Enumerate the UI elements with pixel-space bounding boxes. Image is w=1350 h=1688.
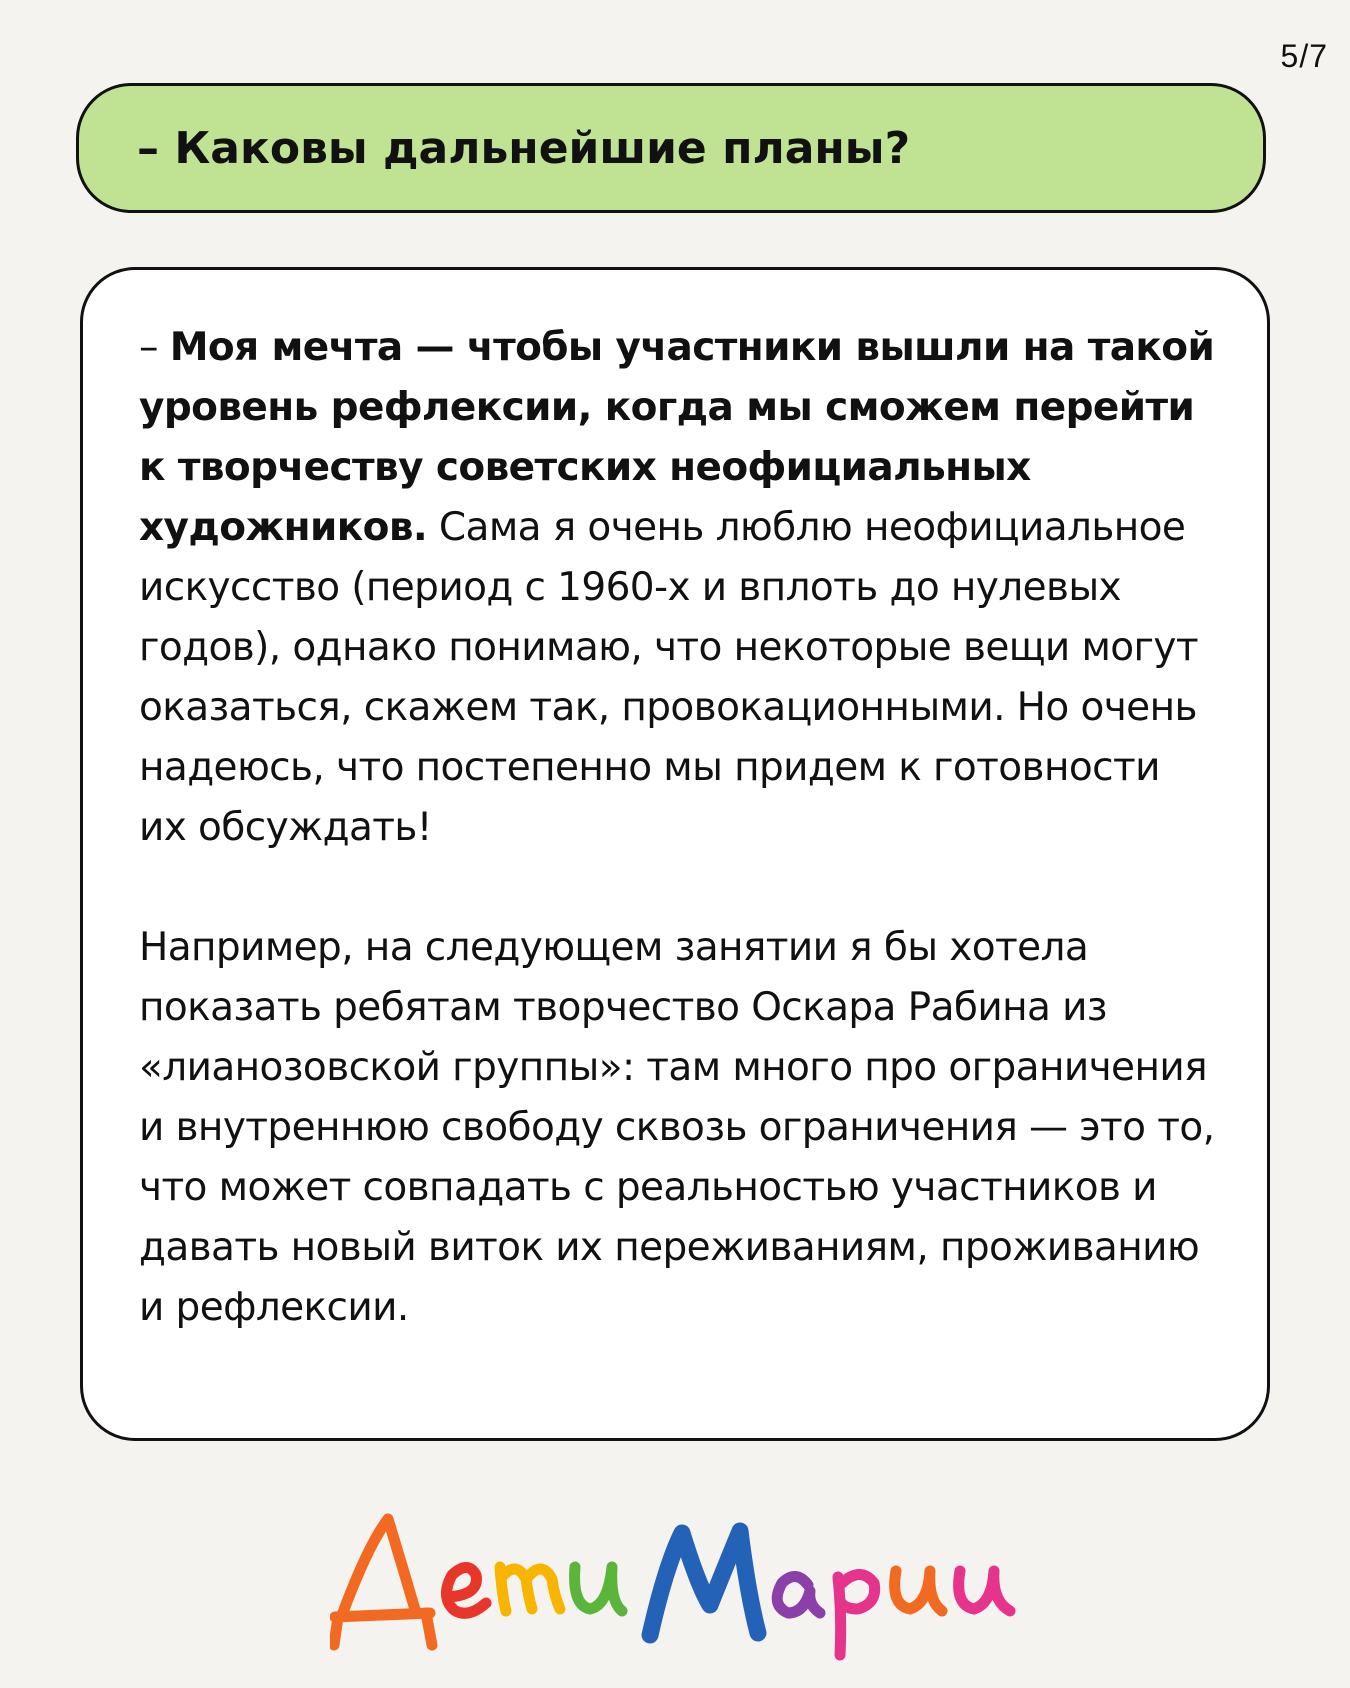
answer-bold-lead: Моя мечта — чтобы участники вышли на такой уровень рефлексии, когда мы сможем перейти к творчеству советских неофициальных художников.	[139, 325, 1215, 550]
question-text: – Каковы дальнейшие планы?	[137, 122, 911, 174]
answer-box	[80, 267, 1270, 1441]
answer-paragraph-2: Например, на следующем занятии я бы хотела показать ребятам творчество Оскара Рабина из «лианозовской группы»: там много про ограничения и внутреннюю свободу сквозь ограничения — это то, что может совпадать с реальностью участников и давать новый виток их переживаниям, проживанию и рефлексии.	[139, 925, 1215, 1330]
page-counter: 5/7	[1280, 38, 1328, 74]
answer-paragraph-1	[139, 318, 1217, 858]
question-box	[76, 83, 1266, 213]
answer-text-rest: Сама я очень люблю неофициальное искусство (период с 1960-х и вплоть до нулевых годов), однако понимаю, что некоторые вещи могут оказаться, скажем так, провокационными. Но очень надеюсь, что постепенно мы придем к готовности их обсуждать!	[139, 505, 1199, 850]
answer-dash: –	[139, 325, 170, 370]
brand-logo	[330, 1505, 1070, 1665]
